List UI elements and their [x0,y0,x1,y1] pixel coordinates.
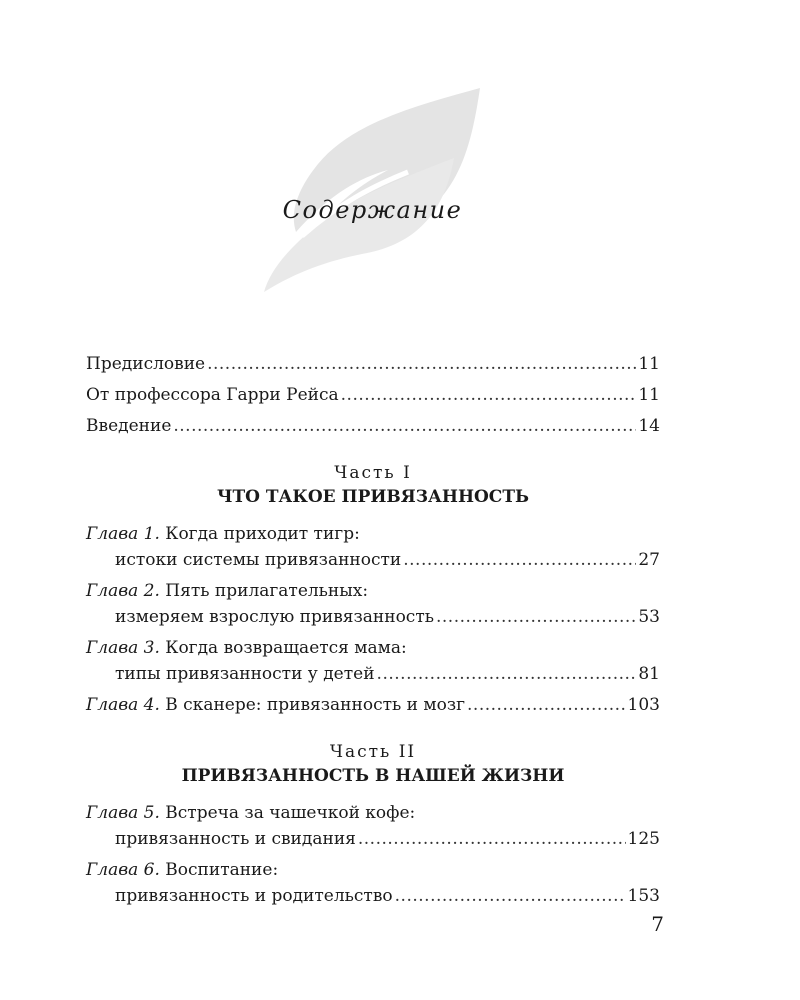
toc-page-number: 27 [638,550,660,570]
leaf-icon [258,86,490,296]
toc-page-number: 103 [627,695,660,715]
chapter-title: Когда приходит тигр: [165,524,360,544]
leader-dots [467,692,626,718]
chapter-label: Глава 2. [86,581,160,601]
chapter-subtitle: истоки системы привязанности [115,550,402,570]
chapter-title: Воспитание: [165,860,279,880]
chapter-subtitle: привязанность и свидания [115,829,356,849]
page-title: Содержание [282,196,463,224]
toc-entry-label: От профессора Гарри Рейса [86,385,339,405]
toc-page-number: 125 [627,829,660,849]
chapter-label: Глава 6. [86,860,160,880]
toc-page-number: 53 [638,607,660,627]
chapter-subtitle: типы привязанности у детей [115,664,375,684]
part-title: ПРИВЯЗАННОСТЬ В НАШЕЙ ЖИЗНИ [181,766,565,786]
chapter-label: Глава 3. [86,638,160,658]
leader-dots [173,413,636,439]
part-title: ЧТО ТАКОЕ ПРИВЯЗАННОСТЬ [216,487,530,507]
toc-entry-label: Введение [86,416,172,436]
leader-dots [377,661,637,687]
toc-entry-preface[interactable] [86,351,660,377]
toc-chapter-2[interactable] [86,578,660,630]
leader-dots [358,826,626,852]
leader-dots [436,604,636,630]
toc-page-number: 153 [627,886,660,906]
part-heading: Часть I [334,463,412,483]
chapter-subtitle: измеряем взрослую привязанность [115,607,434,627]
table-of-contents [86,351,660,914]
leader-dots [395,883,626,909]
toc-chapter-1[interactable] [86,521,660,573]
chapter-label: Глава 4. [86,695,160,715]
toc-page-number: 81 [638,664,660,684]
leader-dots [341,382,637,408]
chapter-title: Встреча за чашечкой кофе: [165,803,416,823]
toc-chapter-4[interactable] [86,692,660,718]
chapter-label: Глава 1. [86,524,160,544]
leader-dots [207,351,636,377]
toc-page-number: 11 [638,354,660,374]
toc-entry-reis[interactable] [86,382,660,408]
toc-page-number: 14 [638,416,660,436]
toc-chapter-5[interactable] [86,800,660,852]
page-number: 7 [651,912,664,936]
part-heading: Часть II [329,742,417,762]
chapter-title: Пять прилагательных: [165,581,369,601]
chapter-title: В сканере: привязанность и мозг [165,695,466,715]
chapter-subtitle: привязанность и родительство [115,886,393,906]
chapter-label: Глава 5. [86,803,160,823]
chapter-title: Когда возвращается мама: [165,638,407,658]
toc-entry-label: Предисловие [86,354,206,374]
toc-entry-introduction[interactable] [86,413,660,439]
toc-page-number: 11 [638,385,660,405]
leader-dots [403,547,636,573]
toc-chapter-3[interactable] [86,635,660,687]
toc-chapter-6[interactable] [86,857,660,909]
